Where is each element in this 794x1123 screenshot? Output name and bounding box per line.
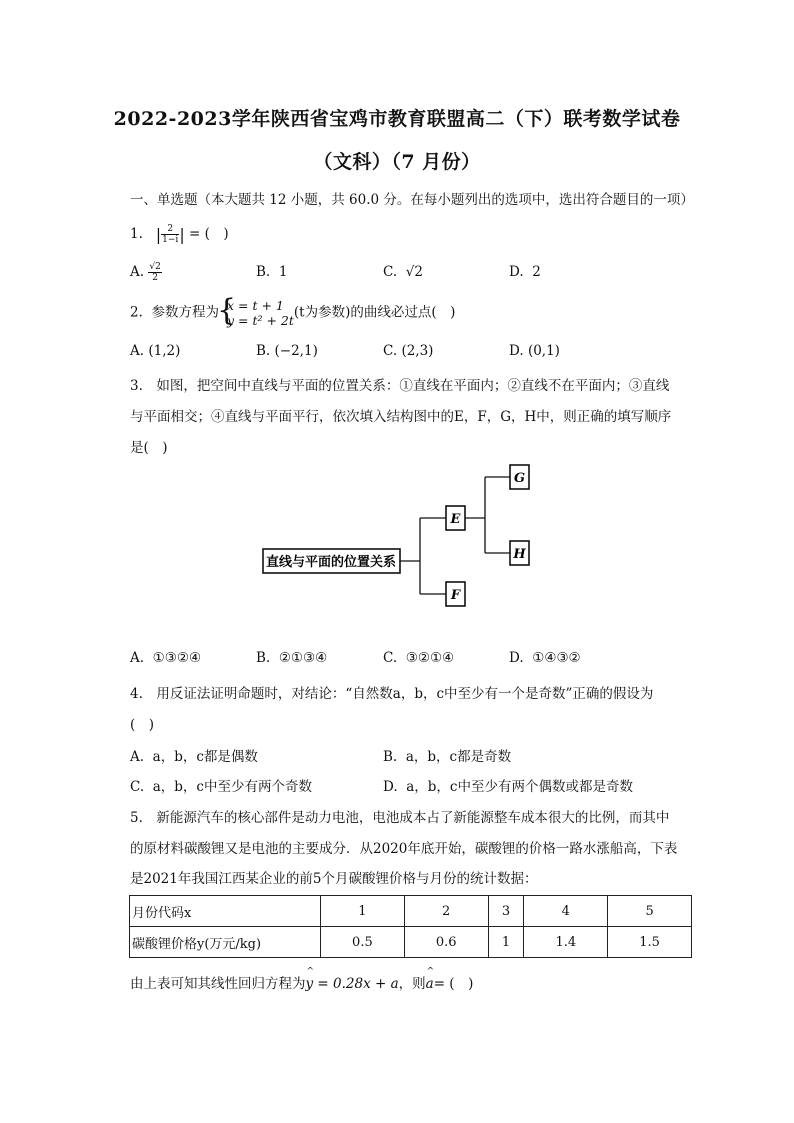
question-5-regression: 由上表可知其线性回归方程为^ y = 0.28x + a，则^ a= ( ) xyxy=(130,972,473,992)
data-table xyxy=(129,895,692,958)
question-5-line2: 的原材料碳酸锂又是电池的主要成分．从2020年底开始，碳酸锂的价格一路水涨船高，下表 xyxy=(130,841,678,857)
q4-option-a: A. a，b，c都是偶数 xyxy=(130,749,258,765)
table-cell: 0.5 xyxy=(321,927,405,958)
q1-option-d: D. 2 xyxy=(509,264,541,280)
table-cell: 5 xyxy=(608,896,692,927)
question-3-line2: 与平面相交；④直线与平面平行，依次填入结构图中的E，F，G，H中，则正确的填写顺序 xyxy=(130,409,672,425)
q3-option-b: B. ②①③④ xyxy=(256,650,328,666)
q1-option-a: A. $\frac{√2}{2}$ xyxy=(130,262,161,283)
table-cell: 2 xyxy=(404,896,488,927)
diagram-connectors xyxy=(400,477,510,594)
question-1: 1. | $\frac{2}{1-i}$ | = ( ) xyxy=(130,224,229,245)
q3-option-d: D. ①④③② xyxy=(509,650,581,666)
question-3-line3: 是( ) xyxy=(130,440,168,456)
node-e-label: E xyxy=(450,512,461,527)
row-header: 碳酸锂价格y(万元/kg) xyxy=(130,927,321,958)
table-cell: 1.4 xyxy=(524,927,608,958)
q1-option-c: C. √2 xyxy=(383,264,423,280)
q1-option-b: B. 1 xyxy=(256,264,288,280)
node-h-label: H xyxy=(513,547,526,562)
node-g-label: G xyxy=(513,471,526,486)
table-cell: 4 xyxy=(524,896,608,927)
page-title: 2022-2023学年陕西省宝鸡市教育联盟高二（下）联考数学试卷 xyxy=(113,108,681,130)
q2-option-b: B. (−2,1) xyxy=(256,343,318,359)
q4-option-b: B. a，b，c都是奇数 xyxy=(383,749,512,765)
table-cell: 1 xyxy=(488,927,524,958)
table-cell: 1 xyxy=(321,896,405,927)
root-node-label: 直线与平面的位置关系 xyxy=(265,555,397,570)
q2-option-a: A. (1,2) xyxy=(130,343,181,359)
q4-option-c: C. a，b，c中至少有两个奇数 xyxy=(130,779,312,795)
row-header: 月份代码x xyxy=(130,896,321,927)
table-row xyxy=(130,927,692,958)
q2-option-c: C. (2,3) xyxy=(383,343,434,359)
question-2: 2. 参数方程为 { x = t + 1 y = t² + 2t (t为参数)的曲线必过点( ) xyxy=(130,298,455,328)
fraction: $\frac{2}{1-i}$ xyxy=(162,224,179,245)
table-cell: 1.5 xyxy=(608,927,692,958)
q2-option-d: D. (0,1) xyxy=(509,343,560,359)
table-cell: 0.6 xyxy=(404,927,488,958)
node-f-label: F xyxy=(450,588,461,603)
equation-system: { x = t + 1 y = t² + 2t xyxy=(219,298,294,328)
table-row xyxy=(130,896,692,927)
q3-option-a: A. ①③②④ xyxy=(130,650,202,666)
question-4-line1: 4. 用反证法证明命题时，对结论：“自然数a，b，c中至少有一个是奇数”正确的假设为 xyxy=(130,686,654,702)
regression-equation: ^ y = 0.28x + a xyxy=(306,976,399,992)
q4-option-d: D. a，b，c中至少有两个偶数或都是奇数 xyxy=(383,779,633,795)
page-subtitle: （文科）（7 月份） xyxy=(313,151,481,173)
table-cell: 3 xyxy=(488,896,524,927)
section-heading: 一、单选题（本大题共 12 小题，共 60.0 分。在每小题列出的选项中，选出符合题目的一项） xyxy=(130,192,694,208)
question-4-line2: ( ) xyxy=(130,717,155,733)
question-5-line1: 5. 新能源汽车的核心部件是动力电池，电池成本占了新能源整车成本很大的比例，而其中 xyxy=(130,810,670,826)
question-3-line1: 3. 如图，把空间中直线与平面的位置关系：①直线在平面内；②直线不在平面内；③直线 xyxy=(130,378,670,394)
question-5-line3: 是2021年我国江西某企业的前5个月碳酸锂价格与月份的统计数据： xyxy=(130,871,538,887)
q3-option-c: C. ③②①④ xyxy=(383,650,455,666)
